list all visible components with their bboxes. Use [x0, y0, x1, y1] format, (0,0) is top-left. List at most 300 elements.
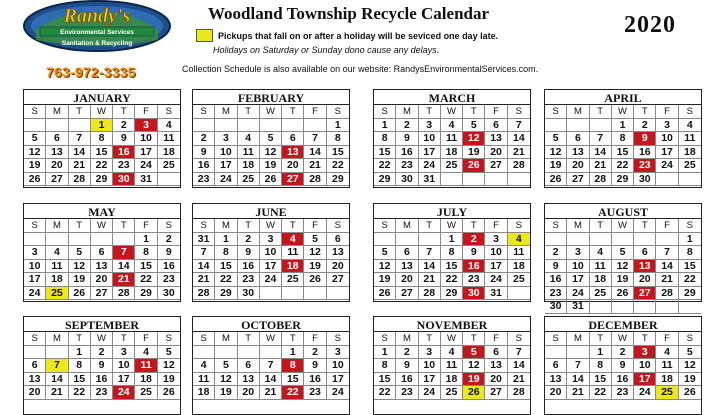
- day-cell: 15: [374, 373, 396, 387]
- month-november: [373, 316, 531, 415]
- empty-cell: [612, 300, 634, 314]
- day-cell: 26: [158, 386, 180, 400]
- day-cell: 10: [634, 359, 656, 373]
- month-name: JUNE: [255, 205, 287, 219]
- day-cell: 9: [545, 260, 567, 274]
- day-cell: 17: [135, 146, 157, 160]
- day-cell: 11: [158, 132, 180, 146]
- weekday-header: F: [656, 219, 678, 233]
- day-cell: 12: [612, 260, 634, 274]
- weekday-header: S: [545, 332, 567, 346]
- weekday-header: S: [374, 332, 396, 346]
- day-cell: 14: [567, 373, 589, 387]
- weekday-header: T: [463, 219, 485, 233]
- day-cell: 3: [327, 346, 349, 360]
- day-cell: 21: [193, 273, 215, 287]
- day-cell: 19: [158, 373, 180, 387]
- empty-cell: [215, 346, 237, 360]
- month-name: NOVEMBER: [416, 318, 488, 332]
- weekday-header: T: [282, 332, 304, 346]
- day-cell: 6: [567, 132, 589, 146]
- month-name: APRIL: [604, 91, 642, 105]
- day-cell: 3: [656, 119, 678, 133]
- month-december: [544, 316, 702, 415]
- day-cell: 22: [327, 159, 349, 173]
- day-cell: 13: [327, 246, 349, 260]
- weekday-header: F: [135, 332, 157, 346]
- weekday-header: M: [215, 332, 237, 346]
- day-cell: 28: [193, 287, 215, 301]
- day-cell: 22: [69, 386, 91, 400]
- day-cell: 23: [238, 273, 260, 287]
- day-cell: 18: [158, 146, 180, 160]
- month-name: MAY: [88, 205, 116, 219]
- day-cell: 16: [238, 260, 260, 274]
- empty-cell: [46, 346, 68, 360]
- weekday-header: S: [679, 332, 701, 346]
- weekday-header: M: [567, 219, 589, 233]
- day-cell: 20: [282, 159, 304, 173]
- month-may: [23, 203, 181, 302]
- day-cell: 5: [612, 246, 634, 260]
- day-cell: 4: [46, 246, 68, 260]
- day-cell: 17: [215, 159, 237, 173]
- day-cell: 1: [590, 346, 612, 360]
- day-cell: 26: [24, 173, 46, 187]
- legend-swatch-yellow: [196, 29, 213, 42]
- day-cell: 2: [193, 132, 215, 146]
- day-cell: 4: [441, 119, 463, 133]
- empty-cell: [24, 119, 46, 133]
- day-cell: 2: [396, 119, 418, 133]
- day-cell: 24: [24, 287, 46, 301]
- day-cell: 28: [304, 173, 326, 187]
- weekday-header: T: [590, 332, 612, 346]
- month-july: [373, 203, 531, 302]
- day-cell: 7: [508, 346, 530, 360]
- empty-cell: [374, 233, 396, 247]
- day-cell: 3: [135, 119, 157, 133]
- day-cell: 26: [679, 386, 701, 400]
- day-cell: 5: [679, 346, 701, 360]
- day-cell: 30: [634, 173, 656, 187]
- day-cell: 9: [463, 246, 485, 260]
- day-cell: 25: [656, 386, 678, 400]
- day-cell: 31: [135, 173, 157, 187]
- day-cell: 16: [113, 146, 135, 160]
- month-name: FEBRUARY: [237, 91, 305, 105]
- day-cell: 12: [69, 260, 91, 274]
- day-cell: 12: [679, 359, 701, 373]
- day-cell: 25: [46, 287, 68, 301]
- weekday-header: M: [215, 105, 237, 119]
- day-cell: 6: [327, 233, 349, 247]
- day-cell: 13: [24, 373, 46, 387]
- day-cell: 14: [113, 260, 135, 274]
- day-cell: 9: [91, 359, 113, 373]
- day-cell: 17: [656, 146, 678, 160]
- day-cell: 11: [46, 260, 68, 274]
- day-cell: 28: [508, 386, 530, 400]
- day-cell: 11: [508, 246, 530, 260]
- day-cell: 24: [135, 159, 157, 173]
- day-cell: 4: [238, 132, 260, 146]
- day-cell: 18: [679, 146, 701, 160]
- day-cell: 17: [485, 260, 507, 274]
- phone-number: 763-972-3335: [46, 64, 136, 80]
- empty-cell: [508, 287, 530, 301]
- weekday-header: S: [679, 105, 701, 119]
- day-cell: 29: [679, 287, 701, 301]
- day-cell: 8: [215, 246, 237, 260]
- month-name: OCTOBER: [241, 318, 301, 332]
- weekday-header: W: [260, 219, 282, 233]
- empty-cell: [158, 173, 180, 187]
- weekday-header: T: [69, 219, 91, 233]
- weekday-header: M: [396, 332, 418, 346]
- day-cell: 3: [485, 233, 507, 247]
- empty-cell: [46, 119, 68, 133]
- empty-cell: [304, 287, 326, 301]
- day-cell: 4: [135, 346, 157, 360]
- day-cell: 26: [69, 287, 91, 301]
- day-cell: 28: [590, 173, 612, 187]
- weekday-header: T: [69, 105, 91, 119]
- day-cell: 3: [419, 119, 441, 133]
- empty-cell: [282, 119, 304, 133]
- weekday-header: S: [545, 219, 567, 233]
- day-cell: 6: [91, 246, 113, 260]
- day-cell: 16: [545, 273, 567, 287]
- day-cell: 8: [282, 359, 304, 373]
- day-cell: 17: [419, 146, 441, 160]
- day-cell: 24: [634, 386, 656, 400]
- day-cell: 8: [374, 132, 396, 146]
- day-cell: 11: [193, 373, 215, 387]
- day-cell: 9: [193, 146, 215, 160]
- day-cell: 10: [485, 246, 507, 260]
- day-cell: 27: [396, 287, 418, 301]
- day-cell: 30: [238, 287, 260, 301]
- day-cell: 7: [590, 132, 612, 146]
- day-cell: 6: [46, 132, 68, 146]
- day-cell: 22: [374, 159, 396, 173]
- day-cell: 29: [612, 173, 634, 187]
- weekday-header: T: [419, 332, 441, 346]
- month-october: [192, 316, 350, 415]
- day-cell: 17: [567, 273, 589, 287]
- month-august: [544, 203, 702, 312]
- day-cell: 26: [463, 159, 485, 173]
- weekday-header: M: [46, 332, 68, 346]
- day-cell: 30: [113, 173, 135, 187]
- day-cell: 5: [304, 233, 326, 247]
- day-cell: 21: [304, 159, 326, 173]
- empty-cell: [69, 119, 91, 133]
- holiday-note: Holidays on Saturday or Sunday dono cause any delays.: [213, 45, 440, 55]
- weekday-header: T: [634, 332, 656, 346]
- day-cell: 23: [545, 287, 567, 301]
- day-cell: 23: [463, 273, 485, 287]
- empty-cell: [46, 233, 68, 247]
- empty-cell: [260, 346, 282, 360]
- month-name: SEPTEMBER: [64, 318, 139, 332]
- day-cell: 20: [396, 273, 418, 287]
- day-grid: [374, 218, 530, 300]
- month-september: [23, 316, 181, 415]
- day-cell: 20: [327, 260, 349, 274]
- day-cell: 15: [441, 260, 463, 274]
- day-cell: 1: [91, 119, 113, 133]
- weekday-header: T: [238, 219, 260, 233]
- day-cell: 20: [485, 146, 507, 160]
- day-cell: 5: [24, 132, 46, 146]
- day-cell: 24: [260, 273, 282, 287]
- day-cell: 23: [113, 159, 135, 173]
- day-grid: [545, 331, 701, 400]
- day-cell: 25: [441, 159, 463, 173]
- day-cell: 23: [193, 173, 215, 187]
- day-cell: 2: [612, 346, 634, 360]
- day-cell: 8: [679, 246, 701, 260]
- weekday-header: S: [374, 105, 396, 119]
- empty-cell: [238, 346, 260, 360]
- weekday-header: W: [612, 105, 634, 119]
- weekday-header: T: [590, 105, 612, 119]
- day-cell: 28: [508, 159, 530, 173]
- day-cell: 9: [396, 359, 418, 373]
- day-cell: 4: [441, 346, 463, 360]
- day-grid: [24, 218, 180, 300]
- day-cell: 5: [158, 346, 180, 360]
- day-cell: 23: [91, 386, 113, 400]
- day-cell: 13: [46, 146, 68, 160]
- day-cell: 28: [419, 287, 441, 301]
- day-cell: 20: [485, 373, 507, 387]
- day-cell: 24: [215, 173, 237, 187]
- day-cell: 23: [396, 159, 418, 173]
- day-cell: 5: [69, 246, 91, 260]
- weekday-header: M: [567, 332, 589, 346]
- day-cell: 20: [24, 386, 46, 400]
- schedule-note: Collection Schedule is also available on our website: RandysEnvironmentalServices.com.: [182, 64, 539, 74]
- day-cell: 18: [441, 373, 463, 387]
- day-cell: 3: [634, 346, 656, 360]
- day-cell: 17: [327, 373, 349, 387]
- day-grid: [374, 331, 530, 400]
- day-cell: 1: [69, 346, 91, 360]
- day-cell: 14: [193, 260, 215, 274]
- day-cell: 1: [441, 233, 463, 247]
- empty-cell: [567, 346, 589, 360]
- day-cell: 21: [113, 273, 135, 287]
- day-cell: 24: [327, 386, 349, 400]
- day-cell: 11: [590, 260, 612, 274]
- day-cell: 22: [135, 273, 157, 287]
- day-cell: 13: [545, 373, 567, 387]
- day-cell: 25: [508, 273, 530, 287]
- weekday-header: F: [485, 219, 507, 233]
- day-cell: 31: [193, 233, 215, 247]
- day-cell: 23: [634, 159, 656, 173]
- weekday-header: S: [193, 332, 215, 346]
- weekday-header: T: [113, 332, 135, 346]
- weekday-header: S: [374, 219, 396, 233]
- day-cell: 19: [215, 386, 237, 400]
- day-cell: 28: [69, 173, 91, 187]
- day-cell: 15: [612, 146, 634, 160]
- day-cell: 3: [113, 346, 135, 360]
- day-cell: 10: [567, 260, 589, 274]
- day-cell: 13: [567, 146, 589, 160]
- weekday-header: S: [193, 105, 215, 119]
- day-cell: 2: [91, 346, 113, 360]
- day-cell: 20: [46, 159, 68, 173]
- day-cell: 19: [260, 159, 282, 173]
- empty-cell: [590, 233, 612, 247]
- day-cell: 3: [567, 246, 589, 260]
- day-cell: 7: [419, 246, 441, 260]
- weekday-header: S: [508, 332, 530, 346]
- day-cell: 13: [282, 146, 304, 160]
- day-cell: 27: [46, 173, 68, 187]
- day-cell: 30: [463, 287, 485, 301]
- empty-cell: [545, 346, 567, 360]
- day-grid: [193, 104, 349, 186]
- day-cell: 23: [304, 386, 326, 400]
- day-cell: 14: [508, 359, 530, 373]
- month-february: [192, 89, 350, 188]
- day-cell: 6: [545, 359, 567, 373]
- weekday-header: T: [113, 105, 135, 119]
- day-cell: 21: [508, 146, 530, 160]
- day-cell: 27: [91, 287, 113, 301]
- day-cell: 16: [193, 159, 215, 173]
- weekday-header: M: [46, 105, 68, 119]
- day-cell: 16: [91, 373, 113, 387]
- day-cell: 10: [215, 146, 237, 160]
- day-cell: 26: [612, 287, 634, 301]
- day-cell: 23: [158, 273, 180, 287]
- empty-cell: [193, 119, 215, 133]
- day-cell: 10: [24, 260, 46, 274]
- weekday-header: S: [158, 219, 180, 233]
- day-grid: [24, 104, 180, 186]
- empty-cell: [545, 233, 567, 247]
- day-cell: 6: [485, 346, 507, 360]
- empty-cell: [304, 119, 326, 133]
- day-cell: 9: [396, 132, 418, 146]
- day-cell: 23: [396, 386, 418, 400]
- day-cell: 21: [508, 373, 530, 387]
- day-cell: 9: [238, 246, 260, 260]
- day-cell: 25: [590, 287, 612, 301]
- year-label: 2020: [624, 12, 676, 38]
- empty-cell: [656, 173, 678, 187]
- weekday-header: F: [485, 105, 507, 119]
- day-cell: 1: [327, 119, 349, 133]
- day-cell: 21: [656, 273, 678, 287]
- day-cell: 3: [24, 246, 46, 260]
- day-cell: 19: [463, 373, 485, 387]
- day-cell: 18: [508, 260, 530, 274]
- day-cell: 2: [545, 246, 567, 260]
- empty-cell: [441, 173, 463, 187]
- day-cell: 16: [463, 260, 485, 274]
- day-cell: 5: [463, 119, 485, 133]
- weekday-header: S: [158, 332, 180, 346]
- day-cell: 31: [567, 300, 589, 314]
- weekday-header: W: [260, 105, 282, 119]
- weekday-header: F: [656, 332, 678, 346]
- weekday-header: M: [396, 219, 418, 233]
- weekday-header: W: [91, 105, 113, 119]
- month-march: [373, 89, 531, 188]
- day-cell: 12: [545, 146, 567, 160]
- day-cell: 12: [304, 246, 326, 260]
- day-cell: 30: [158, 287, 180, 301]
- day-cell: 10: [327, 359, 349, 373]
- month-name: MARCH: [428, 91, 476, 105]
- logo-name: Randy's: [63, 5, 131, 27]
- day-cell: 21: [46, 386, 68, 400]
- day-cell: 7: [46, 359, 68, 373]
- empty-cell: [679, 173, 701, 187]
- day-cell: 14: [69, 146, 91, 160]
- day-cell: 22: [441, 273, 463, 287]
- day-cell: 19: [374, 273, 396, 287]
- day-cell: 4: [158, 119, 180, 133]
- day-cell: 30: [396, 173, 418, 187]
- day-cell: 22: [282, 386, 304, 400]
- day-cell: 19: [463, 146, 485, 160]
- day-cell: 27: [327, 273, 349, 287]
- day-cell: 8: [91, 132, 113, 146]
- day-cell: 2: [304, 346, 326, 360]
- month-name: JANUARY: [73, 91, 131, 105]
- day-cell: 7: [260, 359, 282, 373]
- day-cell: 11: [441, 132, 463, 146]
- weekday-header: F: [135, 105, 157, 119]
- day-cell: 20: [91, 273, 113, 287]
- day-cell: 18: [193, 386, 215, 400]
- weekday-header: F: [304, 105, 326, 119]
- weekday-header: T: [463, 105, 485, 119]
- day-cell: 17: [634, 373, 656, 387]
- day-cell: 9: [612, 359, 634, 373]
- weekday-header: T: [419, 219, 441, 233]
- empty-cell: [193, 346, 215, 360]
- day-cell: 10: [135, 132, 157, 146]
- day-cell: 1: [374, 119, 396, 133]
- day-cell: 13: [238, 373, 260, 387]
- empty-cell: [545, 119, 567, 133]
- day-cell: 2: [396, 346, 418, 360]
- day-cell: 23: [612, 386, 634, 400]
- day-cell: 24: [419, 159, 441, 173]
- weekday-header: S: [193, 219, 215, 233]
- day-cell: 18: [46, 273, 68, 287]
- day-cell: 25: [238, 173, 260, 187]
- day-cell: 17: [260, 260, 282, 274]
- day-cell: 27: [634, 287, 656, 301]
- day-cell: 1: [679, 233, 701, 247]
- day-cell: 12: [24, 146, 46, 160]
- day-cell: 26: [374, 287, 396, 301]
- day-cell: 17: [113, 373, 135, 387]
- empty-cell: [327, 287, 349, 301]
- day-cell: 18: [135, 373, 157, 387]
